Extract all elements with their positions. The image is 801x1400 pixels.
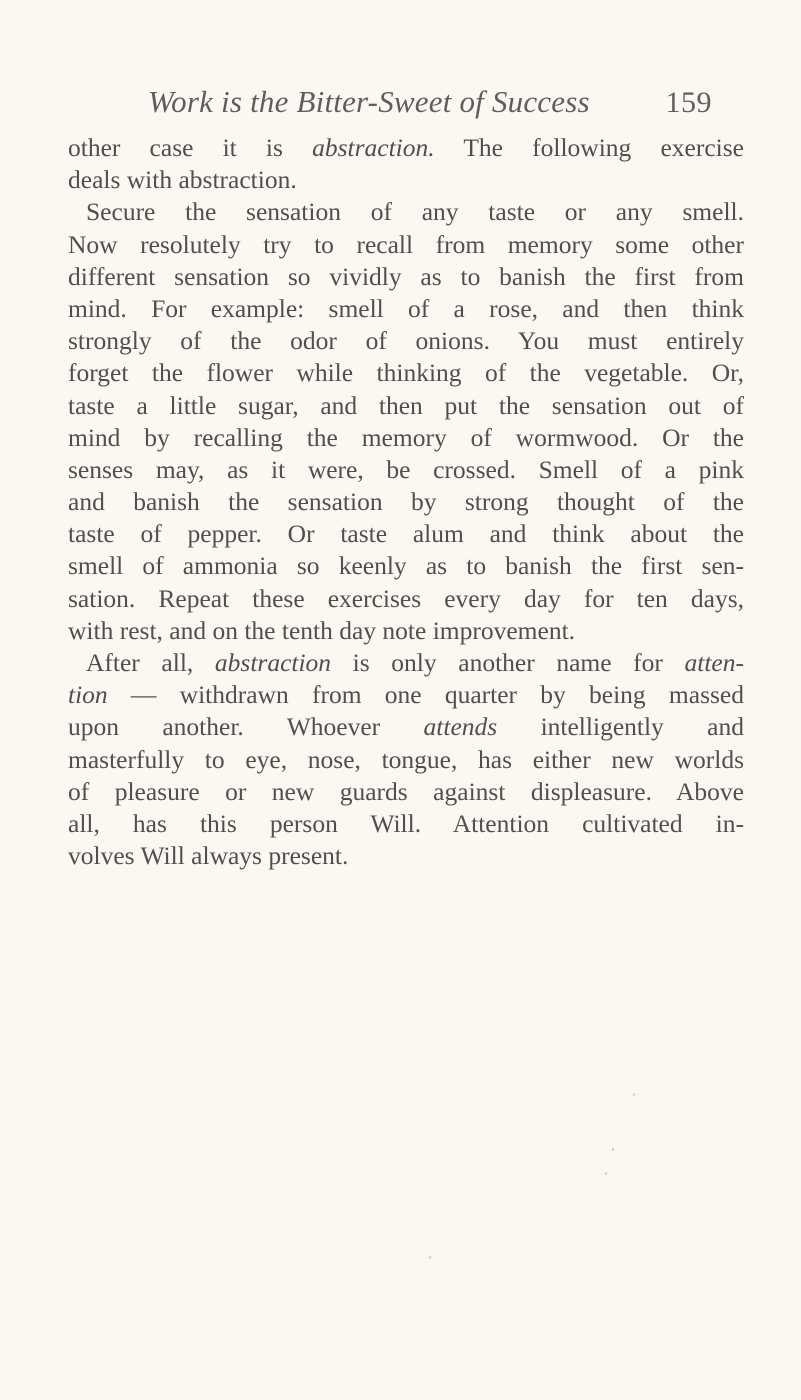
page-number: 159: [665, 86, 712, 119]
text-line: tion — withdrawn from one quarter by being massed: [68, 680, 744, 710]
emphasis-abstraction: abstraction.: [312, 133, 435, 162]
text-line: all, has this person Will. Attention cultivated in-: [68, 808, 744, 838]
emphasis-attends: attends: [423, 712, 498, 742]
paragraph-start-line: After all, abstraction is only another name for atten-: [86, 648, 744, 677]
text-line: sation. Repeat these exercises every day for ten days,: [68, 583, 744, 613]
emphasis-attention: tion: [68, 680, 108, 710]
text-line: mind by recalling the memory of wormwood. Or the: [68, 422, 744, 452]
paper-speck: [633, 1093, 635, 1096]
text-line: senses may, as it were, be crossed. Smell of a pink: [68, 454, 744, 484]
running-head: [140, 74, 712, 122]
text-line: volves Will always present.: [68, 841, 349, 871]
text-line: upon another. Whoever attends intelligently and: [68, 712, 744, 742]
text-line: different sensation so vividly as to banish the first from: [68, 261, 744, 291]
text-line: masterfully to eye, nose, tongue, has either new worlds: [68, 744, 744, 774]
paper-speck: [605, 1172, 607, 1175]
running-title: Work is the Bitter-Sweet of Success: [148, 84, 590, 119]
paragraph-start-line: Secure the sensation of any taste or any smell.: [86, 197, 744, 227]
text-line: Now resolutely try to recall from memory some other: [68, 229, 744, 259]
text-line: and banish the sensation by strong thought of the: [68, 487, 744, 517]
emphasis-abstraction: abstraction: [214, 648, 332, 677]
text-line: taste a little sugar, and then put the sensation out of: [68, 390, 744, 420]
emphasis-attention: atten-: [684, 648, 744, 677]
paper-speck: [612, 1148, 614, 1151]
text-line: of pleasure or new guards against displeasure. Above: [68, 776, 744, 806]
text-line: with rest, and on the tenth day note improvement.: [68, 615, 576, 645]
text-line: forget the flower while thinking of the vegetable. Or,: [68, 358, 744, 388]
text-line: smell of ammonia so keenly as to banish the first sen-: [68, 551, 744, 581]
text-line: other case it is abstraction. The following exercise: [68, 133, 744, 162]
paper-speck: [429, 1256, 431, 1259]
body-text: [68, 132, 744, 872]
text-line: strongly of the odor of onions. You must entirely: [68, 326, 744, 356]
text-line: taste of pepper. Or taste alum and think about the: [68, 519, 744, 549]
text-line: mind. For example: smell of a rose, and then think: [68, 293, 744, 323]
text-line: deals with abstraction.: [68, 165, 297, 195]
